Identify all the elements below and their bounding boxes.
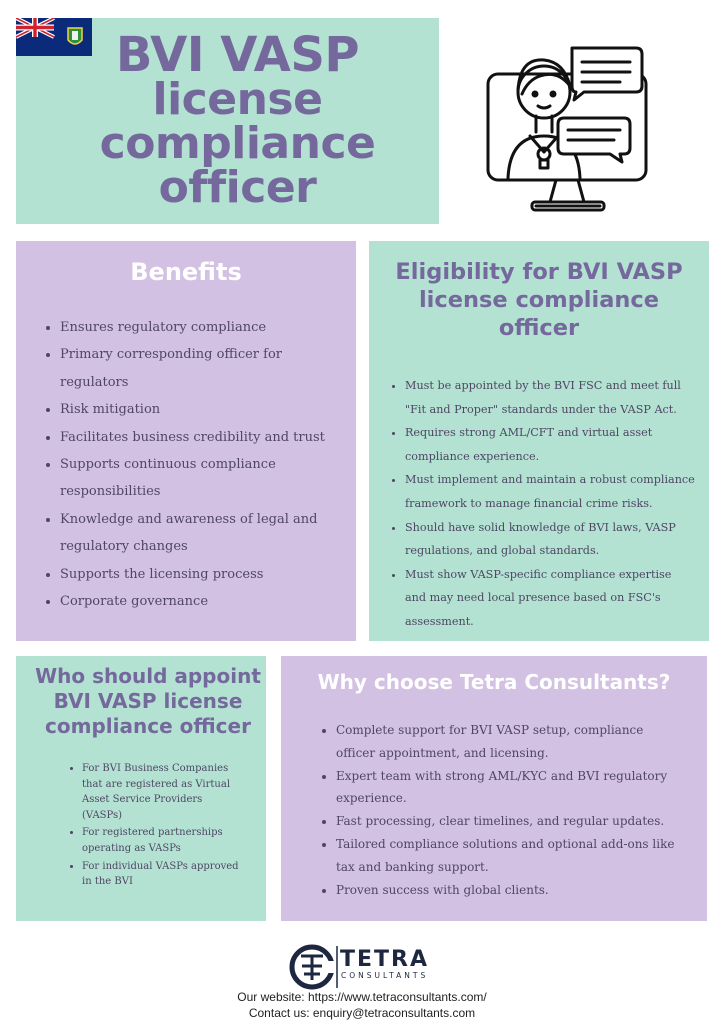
title-banner	[16, 18, 439, 224]
list-item: • Supports continuous compliance responsibilities	[60, 451, 342, 506]
title-line-2: license	[152, 74, 323, 125]
list-item: • Complete support for BVI VASP setup, compliance officer appointment, and licensing.	[336, 719, 681, 765]
list-item: • Primary corresponding officer for regulators	[60, 341, 342, 396]
list-item: • Must implement and maintain a robust compliance framework to manage financial crime risks.	[405, 468, 695, 515]
contact-text[interactable]: Contact us: enquiry@tetraconsultants.com	[248, 1006, 476, 1020]
title-line-4: officer	[158, 162, 317, 213]
list-item: • Fast processing, clear timelines, and regular updates.	[336, 810, 681, 833]
website-text[interactable]: Our website: https://www.tetraconsultants.com/	[237, 990, 487, 1004]
benefits-heading: Benefits	[130, 258, 242, 286]
list-item: • Risk mitigation	[60, 396, 342, 423]
eligibility-heading: Eligibility for BVI VASP license compliance officer	[395, 259, 683, 341]
title-line-1: BVI VASP	[115, 27, 360, 83]
list-item: • Proven success with global clients.	[336, 879, 681, 902]
why-choose-section	[281, 656, 707, 921]
list-item: • Must be appointed by the BVI FSC and meet full "Fit and Proper" standards under the VASP Act.	[405, 374, 695, 421]
list-item: • Facilitates business credibility and trust	[60, 424, 342, 451]
why-list	[319, 719, 681, 901]
page-title	[36, 27, 439, 213]
benefits-section	[16, 241, 356, 641]
eligibility-section	[369, 241, 709, 641]
list-item: • Requires strong AML/CFT and virtual asset compliance experience.	[405, 421, 695, 468]
list-item: • Supports the licensing process	[60, 561, 342, 588]
list-item: • Must show VASP-specific compliance expertise and may need local presence based on FSC's assessment.	[405, 563, 695, 634]
logo-subtitle: CONSULTANTS	[341, 971, 429, 980]
list-item: • Knowledge and awareness of legal and regulatory changes	[60, 506, 342, 561]
list-item: • Corporate governance	[60, 588, 342, 615]
who-heading: Who should appoint BVI VASP license compliance officer	[35, 664, 261, 738]
list-item: • Tailored compliance solutions and optional add-ons like tax and banking support.	[336, 833, 681, 879]
list-item: • For individual VASPs approved in the BVI	[82, 859, 240, 890]
why-heading: Why choose Tetra Consultants?	[317, 670, 671, 694]
list-item: • Expert team with strong AML/KYC and BVI regulatory experience.	[336, 765, 681, 811]
logo-name: TETRA	[340, 947, 430, 972]
list-item: • Should have solid knowledge of BVI laws, VASP regulations, and global standards.	[405, 516, 695, 563]
officer-computer-chat-icon	[480, 40, 660, 218]
benefits-list	[40, 314, 342, 615]
who-should-appoint-section	[16, 656, 266, 921]
eligibility-list	[387, 374, 695, 634]
list-item: • For BVI Business Companies that are registered as Virtual Asset Service Providers (VASPs)	[82, 761, 240, 823]
list-item: • For registered partnerships operating as VASPs	[82, 825, 240, 856]
list-item: • Ensures regulatory compliance	[60, 314, 342, 341]
who-list	[64, 761, 240, 892]
title-line-3: compliance	[99, 118, 376, 169]
